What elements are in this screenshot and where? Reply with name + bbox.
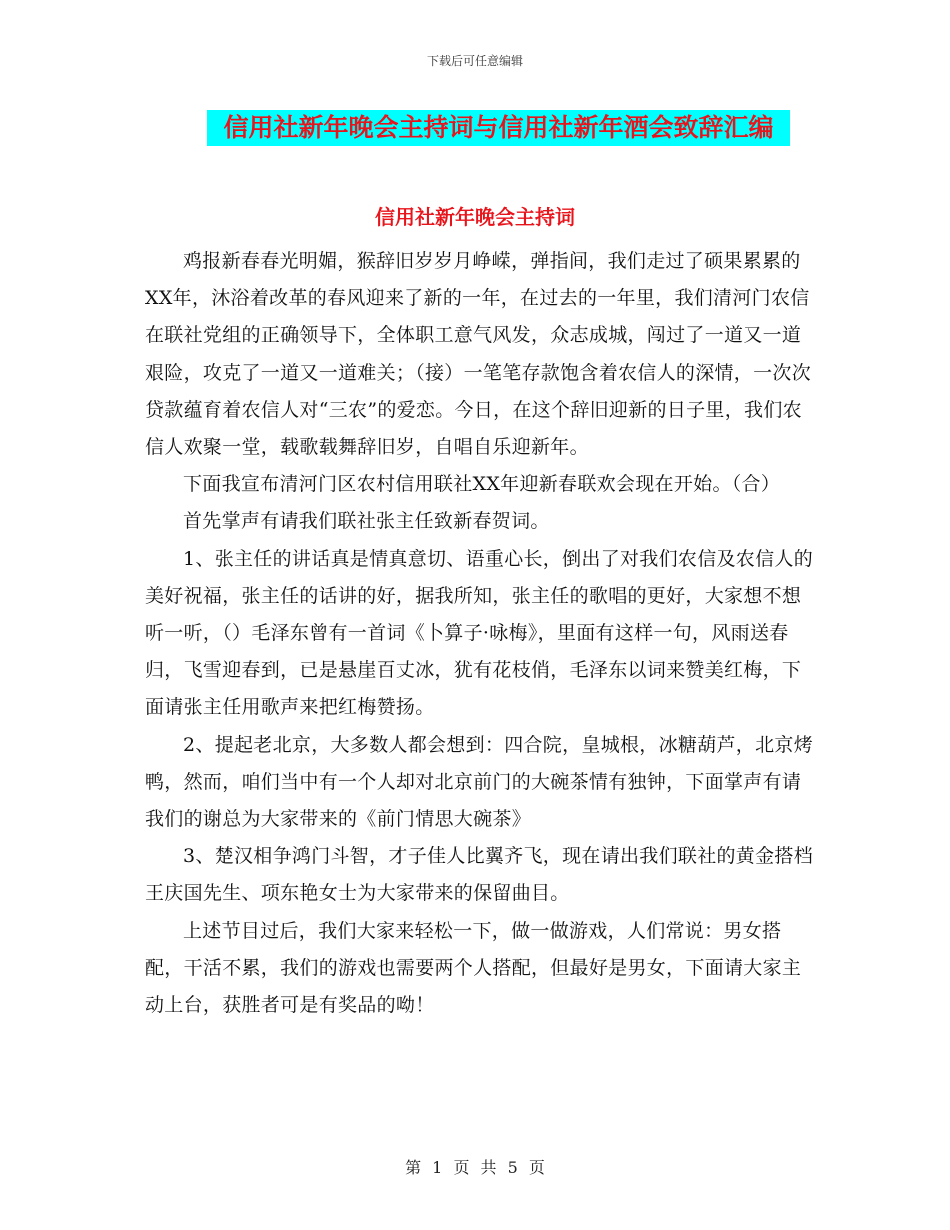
paragraph-invitation: 首先掌声有请我们联社张主任致新春贺词。 — [183, 510, 550, 533]
paragraph-program-2: 2、提起老北京，大多数人都会想到：四合院，皇城根，冰糖葫芦，北京烤鸭，然而，咱们当中有一个人却对北京前门的大碗茶情有独钟，下面掌声有请我们的谢总为大家带来的《前门情思大碗茶》 — [145, 733, 813, 831]
document-body — [145, 243, 817, 1024]
paragraph-program-1: 1、张主任的讲话真是情真意切、语重心长，倒出了对我们农信及农信人的美好祝福，张主任的话讲的好，据我所知，张主任的歌唱的更好，大家想不想听一听，（）毛泽东曾有一首词《卜算子·咏梅》，里面有这样一句，风雨送春归，飞雪迎春到，已是悬崖百丈冰，犹有花枝俏，毛泽东以词来赞美红梅，下面请张主任用歌声来把红梅赞扬。 — [145, 547, 813, 719]
paragraph-game: 上述节目过后，我们大家来轻松一下，做一做游戏，人们常说：男女搭配，干活不累，我们的游戏也需要两个人搭配，但最好是男女，下面请大家主动上台，获胜者可是有奖品的呦！ — [145, 919, 802, 1017]
document-title: 信用社新年晚会主持词与信用社新年酒会致辞汇编 — [207, 110, 790, 146]
paragraph-program-3: 3、楚汉相争鸿门斗智，才子佳人比翼齐飞，现在请出我们联社的黄金搭档王庆国先生、项东艳女士为大家带来的保留曲目。 — [145, 845, 813, 905]
paragraph-opening: 鸡报新春春光明媚，猴辞旧岁岁月峥嵘，弹指间，我们走过了硕果累累的XX年，沐浴着改革的春风迎来了新的一年，在过去的一年里，我们清河门农信在联社党组的正确领导下，全体职工意气风发，众志成城，闯过了一道又一道艰险，攻克了一道又一道难关；（接）一笔笔存款饱含着农信人的深情，一次次贷款蕴育着农信人对“三农”的爱恋。今日，在这个辞旧迎新的日子里，我们农信人欢聚一堂，载歌载舞辞旧岁，自唱自乐迎新年。 — [145, 250, 812, 459]
section-title: 信用社新年晚会主持词 — [375, 205, 575, 229]
page-number-footer: 第 1 页 共 5 页 — [405, 1158, 545, 1177]
header-note: 下载后可任意编辑 — [426, 54, 523, 68]
paragraph-announcement: 下面我宣布清河门区农村信用联社XX年迎新春联欢会现在开始。（合） — [183, 473, 781, 496]
